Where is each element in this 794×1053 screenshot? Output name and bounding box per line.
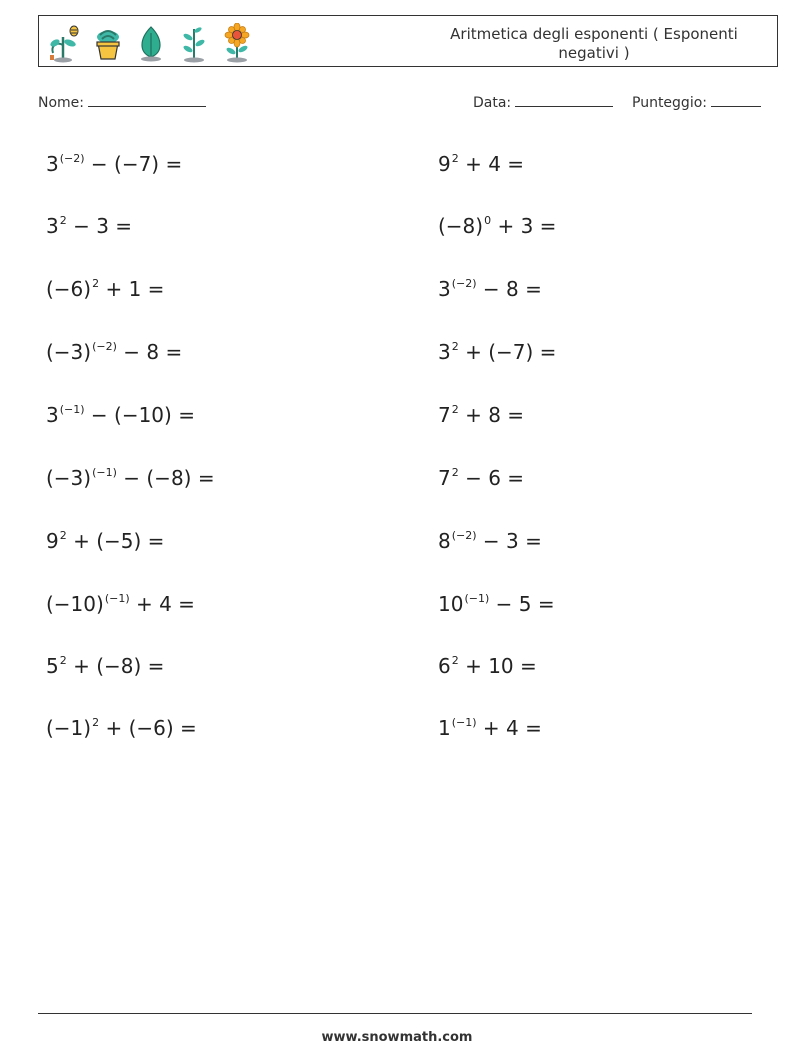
problem: $1^{(-1)} + 4$ = (438, 716, 542, 740)
problem: $(-1)^2 + (-6)$ = (46, 716, 197, 740)
date-label: Data: (473, 95, 512, 111)
date-field (473, 92, 613, 111)
problem: $3^{(-2)} - 8$ = (438, 277, 542, 301)
name-label: Nome: (38, 95, 85, 111)
problem: $(-6)^2 + 1$ = (46, 277, 165, 301)
problem: $9^2 + 4$ = (438, 152, 525, 176)
sprout-bee-icon (43, 23, 83, 63)
problem: $3^{(-1)} - (-10)$ = (46, 403, 195, 427)
problem: $(-10)^{(-1)} + 4$ = (46, 592, 195, 616)
problem: $3^2 - 3$ = (46, 214, 133, 238)
score-field (632, 92, 761, 111)
name-field (38, 92, 206, 111)
problem: $8^{(-2)} - 3$ = (438, 529, 542, 553)
name-line[interactable] (88, 92, 206, 107)
score-label: Punteggio: (632, 95, 707, 111)
problem: $(-8)^0 + 3$ = (438, 214, 557, 238)
problem: $9^2 + (-5)$ = (46, 529, 165, 553)
problem: $(-3)^{(-1)} - (-8)$ = (46, 466, 215, 490)
date-line[interactable] (515, 92, 613, 107)
seedling-icon (176, 23, 212, 63)
problem: $7^2 - 6$ = (438, 466, 525, 490)
problem: $5^2 + (-8)$ = (46, 654, 165, 678)
footer-url[interactable]: www.snowmath.com (321, 1030, 473, 1045)
problem: $7^2 + 8$ = (438, 403, 525, 427)
leaf-icon (133, 23, 169, 63)
problem: $3^2 + (-7)$ = (438, 340, 557, 364)
score-line[interactable] (711, 92, 761, 107)
problem: $6^2 + 10$ = (438, 654, 537, 678)
potted-plant-icon (90, 23, 126, 63)
header-icons (43, 21, 262, 65)
sunflower-icon (219, 23, 255, 63)
problem: $(-3)^{(-2)} - 8$ = (46, 340, 183, 364)
footer-divider (38, 1013, 752, 1014)
problem: $10^{(-1)} - 5$ = (438, 592, 555, 616)
worksheet-title: Aritmetica degli esponenti ( Esponenti negativi ) (450, 25, 738, 62)
worksheet-header (38, 15, 778, 67)
problem: $3^{(-2)} - (-7)$ = (46, 152, 183, 176)
